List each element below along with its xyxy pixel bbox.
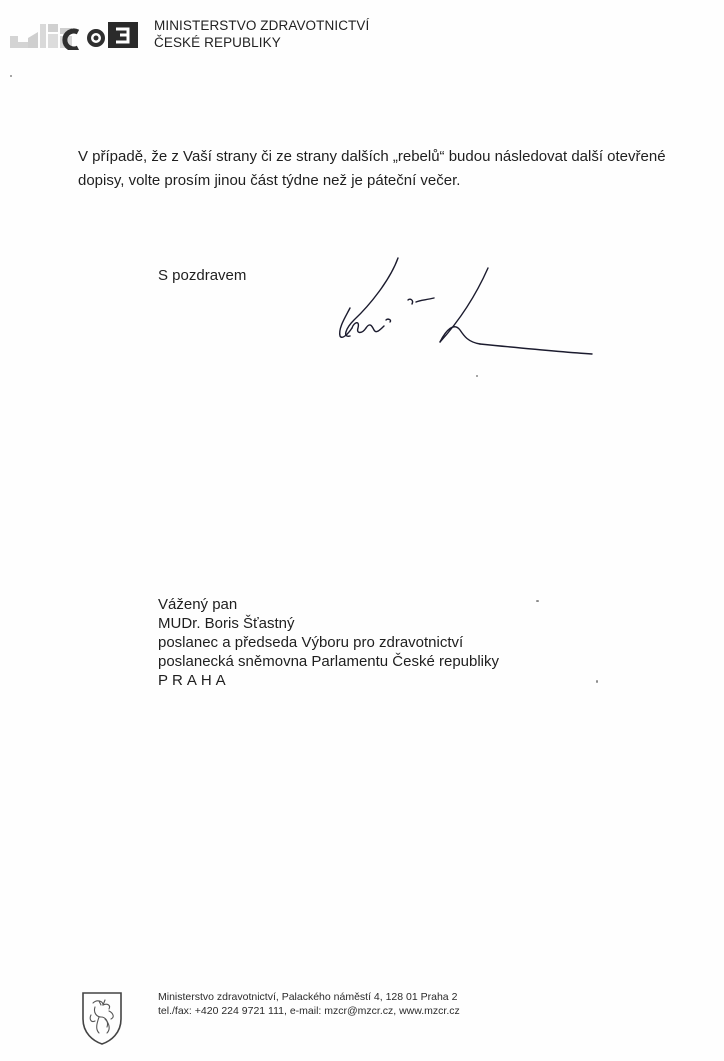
ministry-name — [154, 17, 369, 51]
addressee-salutation: Vážený pan — [158, 596, 238, 613]
ministry-logo — [8, 16, 142, 50]
state-emblem-icon — [79, 989, 125, 1046]
addressee-name: MUDr. Boris Šťastný — [158, 615, 295, 632]
ministry-name-line2: ČESKÉ REPUBLIKY — [154, 35, 281, 50]
scan-speck — [596, 680, 598, 683]
footer-contact-line: tel./fax: +420 224 9721 111, e-mail: mzcr@mzcr.cz, www.mzcr.cz — [158, 1005, 460, 1017]
addressee-institution: poslanecká sněmovna Parlamentu České republiky — [158, 653, 500, 670]
closing-salutation: S pozdravem — [158, 267, 247, 284]
scan-speck — [476, 375, 478, 377]
handwritten-signature — [320, 250, 610, 380]
footer-address: Ministerstvo zdravotnictví, Palackého náměstí 4, 128 01 Praha 2 — [158, 991, 458, 1003]
letter-paragraph: V případě, že z Vaší strany či ze strany dalších „rebelů“ budou následovat další otevřené dopisy, volte prosím jinou část týdne než je páteční večer. — [78, 148, 666, 189]
scan-speck — [10, 75, 12, 77]
addressee-city: PRAHA — [158, 672, 230, 689]
footer-contact — [158, 990, 460, 1018]
ministry-name-line1: MINISTERSTVO ZDRAVOTNICTVÍ — [154, 18, 370, 33]
addressee-role: poslanec a předseda Výboru pro zdravotnictví — [158, 634, 464, 651]
scan-speck — [536, 600, 539, 602]
addressee-block — [158, 595, 499, 690]
